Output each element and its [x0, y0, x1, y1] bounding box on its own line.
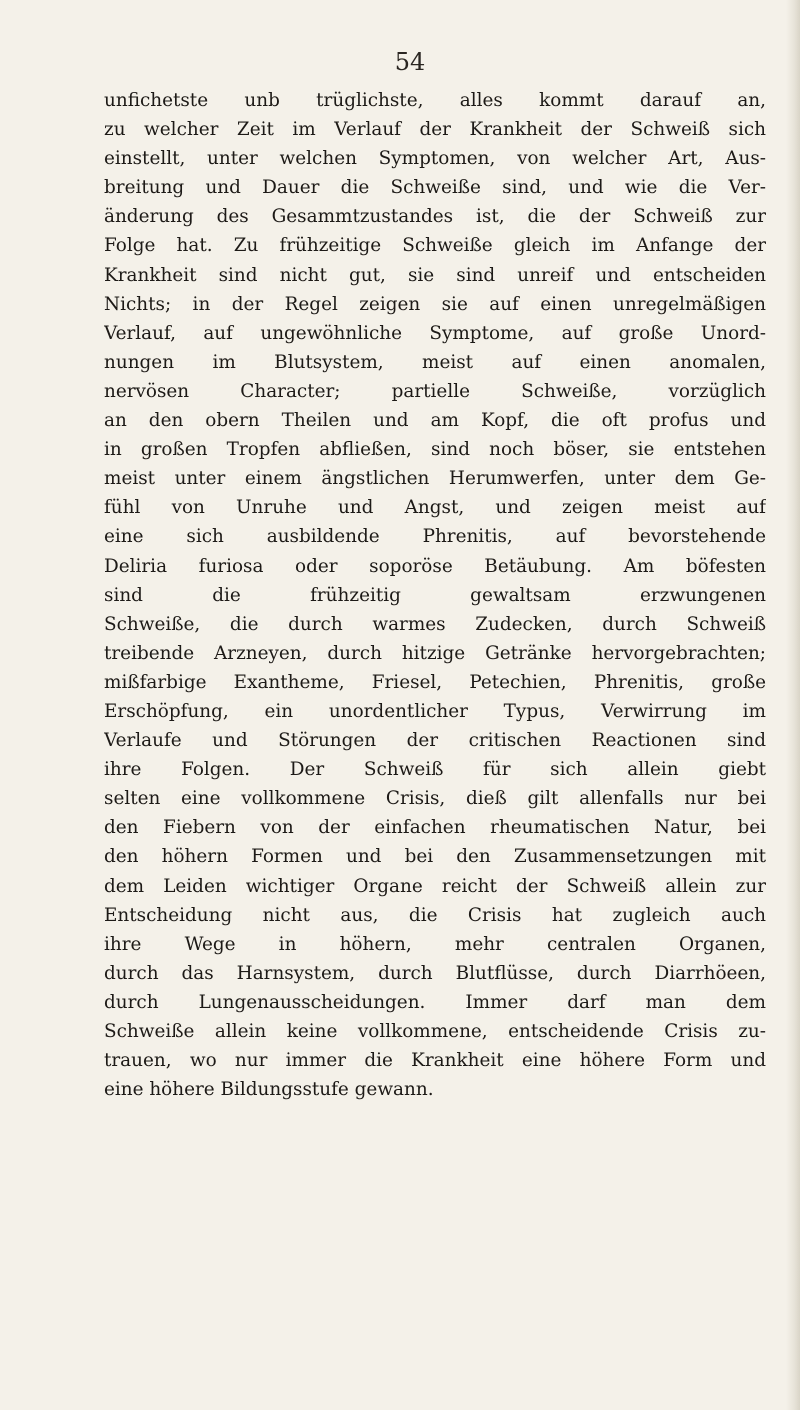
text-line: den höhern Formen und bei den Zusammensetzungen mit	[104, 846, 766, 868]
text-line: ihre Wege in höhern, mehr centralen Organen,	[104, 933, 766, 955]
text-line: nervösen Character; partielle Schweiße, vorzüglich	[104, 380, 766, 402]
text-line: Schweiße, die durch warmes Zudecken, durch Schweiß	[104, 613, 766, 635]
text-line: Erschöpfung, ein unordentlicher Typus, Verwirrung im	[104, 700, 766, 722]
text-line: Folge hat. Zu frühzeitige Schweiße gleich im Anfange der	[104, 235, 766, 257]
text-line: einstellt, unter welchen Symptomen, von welcher Art, Aus-	[104, 148, 766, 170]
text-line: durch Lungenausscheidungen. Immer darf man dem	[104, 991, 766, 1013]
text-line: Krankheit sind nicht gut, sie sind unreif und entscheiden	[104, 264, 766, 286]
text-line: durch das Harnsystem, durch Blutflüsse, durch Diarrhöeen,	[104, 962, 766, 984]
text-line: mißfarbige Exantheme, Friesel, Petechien, Phrenitis, große	[104, 671, 766, 693]
text-line: nungen im Blutsystem, meist auf einen anomalen,	[104, 351, 766, 373]
text-line: sind die frühzeitig gewaltsam erzwungenen	[104, 584, 766, 606]
text-line: in großen Tropfen abfließen, sind noch böser, sie entstehen	[104, 439, 766, 461]
text-line: fühl von Unruhe und Angst, und zeigen meist auf	[104, 497, 766, 519]
text-line: selten eine vollkommene Crisis, dieß gilt allenfalls nur bei	[104, 788, 766, 810]
text-line: meist unter einem ängstlichen Herumwerfen, unter dem Ge-	[104, 468, 766, 490]
text-line: treibende Arzneyen, durch hitzige Getränke hervorgebrachten;	[104, 642, 766, 664]
text-line: änderung des Gesammtzustandes ist, die der Schweiß zur	[104, 206, 766, 228]
text-line: den Fiebern von der einfachen rheumatischen Natur, bei	[104, 817, 766, 839]
text-line: trauen, wo nur immer die Krankheit eine höhere Form und	[104, 1050, 766, 1072]
text-line: unfichetste unb trüglichste, alles kommt darauf an,	[104, 90, 766, 111]
text-line: ihre Folgen. Der Schweiß für sich allein giebt	[104, 759, 766, 781]
text-line: eine sich ausbildende Phrenitis, auf bevorstehende	[104, 526, 766, 548]
page-number: 54	[394, 48, 426, 76]
text-line: breitung und Dauer die Schweiße sind, und wie die Ver-	[104, 177, 766, 199]
text-line: Nichts; in der Regel zeigen sie auf einen unregelmäßigen	[104, 293, 766, 315]
page-edge	[786, 0, 800, 1410]
text-line: Deliria furiosa oder soporöse Betäubung. Am böfesten	[104, 555, 766, 577]
text-line-last: eine höhere Bildungsstufe gewann.	[104, 1079, 434, 1101]
text-line: Verlaufe und Störungen der critischen Reactionen sind	[104, 730, 766, 752]
text-line: zu welcher Zeit im Verlauf der Krankheit der Schweiß sich	[104, 119, 766, 141]
text-line: Entscheidung nicht aus, die Crisis hat zugleich auch	[104, 904, 766, 926]
text-line: Verlauf, auf ungewöhnliche Symptome, auf große Unord-	[104, 322, 766, 344]
text-line: dem Leiden wichtiger Organe reicht der Schweiß allein zur	[104, 875, 766, 897]
body-text	[104, 86, 766, 1104]
text-line: an den obern Theilen und am Kopf, die oft profus und	[104, 410, 766, 432]
text-line: Schweiße allein keine vollkommene, entscheidende Crisis zu-	[104, 1021, 766, 1042]
